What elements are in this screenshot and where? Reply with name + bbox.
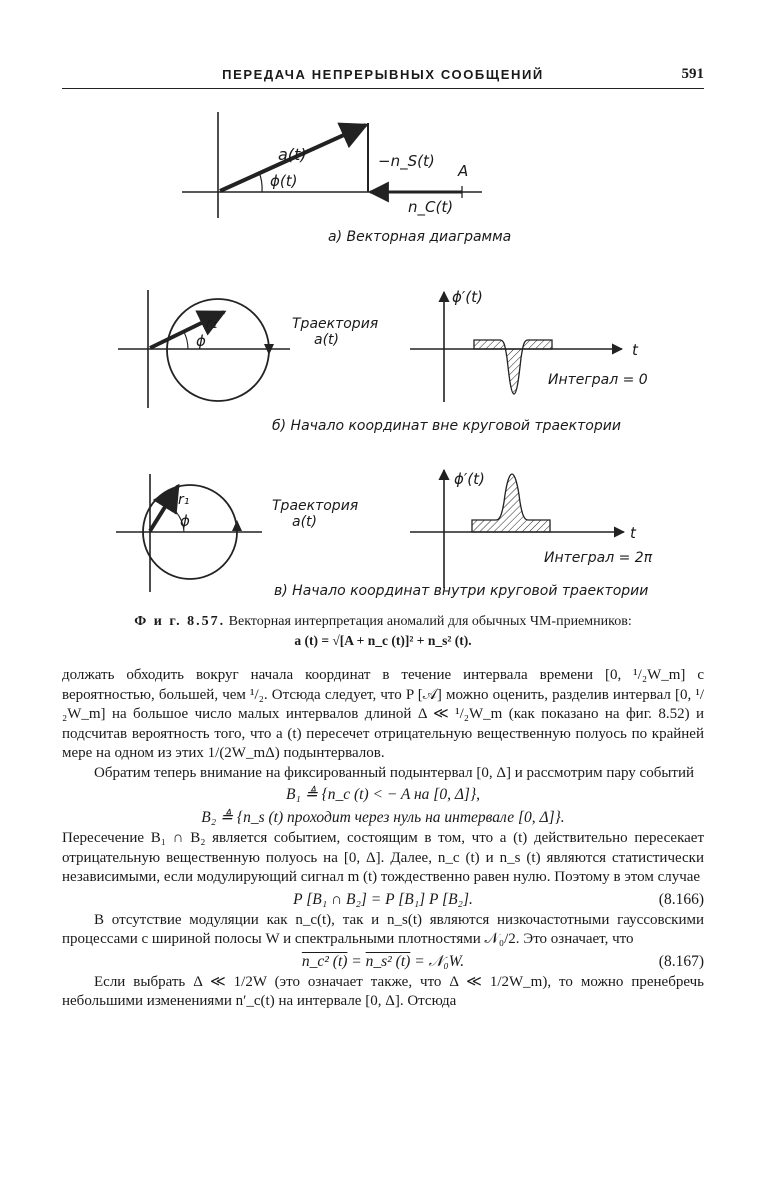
panel-b-trajectory-a: a(t) bbox=[314, 332, 339, 348]
panel-a-caption: а) Векторная диаграмма bbox=[328, 229, 512, 245]
panel-b-caption: б) Начало координат вне круговой траектории bbox=[272, 418, 621, 434]
running-title: ПЕРЕДАЧА НЕПРЕРЫВНЫХ СООБЩЕНИЙ bbox=[222, 67, 544, 82]
panel-a-angle-arc bbox=[259, 172, 262, 192]
panel-c-caption: в) Начало координат внутри круговой траектории bbox=[274, 583, 649, 599]
panel-c-trajectory-label: Траектория bbox=[272, 498, 359, 514]
panel-b-angle-arc bbox=[184, 332, 188, 349]
paragraph-4: В отсутствие модуляции как n_c(t), так и n_s(t) являются низкочастотными гауссовскими процессами с шириной полосы W и спектральными плотностями 𝒩₀/2. Это означает, что bbox=[62, 911, 704, 947]
panel-c-axis-x-label: t bbox=[630, 524, 636, 542]
panel-c-direction-arrow bbox=[232, 520, 242, 531]
panel-b-axis-x-label: t bbox=[632, 341, 638, 359]
paragraph-2: Обратим теперь внимание на фиксированный подынтервал [0, Δ] и рассмотрим пару событий bbox=[94, 764, 695, 781]
panel-b-dip-curve bbox=[474, 340, 552, 394]
figure-caption bbox=[62, 612, 704, 650]
figure-caption-label: Ф и г. 8.57. bbox=[134, 614, 226, 629]
paragraph-5: Если выбрать Δ ≪ 1/2W (это означает также, что Δ ≪ 1/2W_m), то можно пренебречь небольшими изменениями n′_c(t) на интервале [0, Δ]. Отсюда bbox=[62, 973, 704, 1009]
panel-b-phasor bbox=[118, 290, 378, 408]
equation-b1: B₁ ≜ {n_c (t) < − A на [0, Δ]}, bbox=[285, 786, 481, 803]
equation-8-166-number: (8.166) bbox=[658, 890, 704, 908]
panel-c-label-r: r₁ bbox=[178, 492, 190, 508]
equation-8-167-rhs: = 𝒩₀W. bbox=[414, 952, 465, 970]
page-number: 591 bbox=[681, 66, 704, 82]
figure-caption-text: Векторная интерпретация аномалий для обычных ЧМ-приемников: bbox=[228, 614, 632, 629]
paragraph-3: Пересечение B₁ ∩ B₂ является событием, состоящим в том, что a (t) действительно пересекает отрицательную вещественную полуось на [0, Δ]. Далее, n_c (t) и n_s (t) являются статистически независимыми, если модулирующий сигнал m (t) тождественно равен нулю. Поэтому в этом случае bbox=[62, 830, 704, 885]
panel-a-label-a: a(t) bbox=[278, 145, 307, 164]
panel-c-trajectory-a: a(t) bbox=[292, 514, 317, 530]
equation-8-167: n_c² (t) = n_s² (t) = 𝒩₀W. (8.167) bbox=[62, 950, 704, 973]
panel-a-vector-diagram bbox=[182, 112, 482, 218]
equation-8-167-nc: n_c² (t) bbox=[301, 952, 348, 970]
panel-a-label-A: A bbox=[458, 162, 469, 180]
panel-c-derivative-plot bbox=[410, 470, 653, 588]
panel-c-axis-y-label: ϕ′(t) bbox=[454, 470, 485, 488]
panel-a-label-ns: −n_S(t) bbox=[378, 152, 435, 170]
panel-b-label-phi: ϕ bbox=[196, 332, 206, 350]
equation-b2: B₂ ≜ {n_s (t) проходит через нуль на интервале [0, Δ]}. bbox=[201, 809, 565, 826]
panel-b-axis-y-label: ϕ′(t) bbox=[452, 288, 483, 306]
equation-8-166-body: P [B₁ ∩ B₂] = P [B₁] P [B₂]. bbox=[293, 890, 473, 908]
equation-8-167-number: (8.167) bbox=[658, 952, 704, 970]
equation-8-166 bbox=[62, 888, 704, 911]
panel-b-label-r: r₁ bbox=[206, 316, 218, 332]
panel-c-integral-label: Интеграл = 2π bbox=[544, 550, 653, 566]
body-text bbox=[62, 666, 704, 1012]
figure-caption-formula: a (t) = √[A + n_c (t)]² + n_s² (t). bbox=[294, 633, 472, 648]
panel-c-phasor bbox=[116, 474, 358, 592]
paragraph-1: должать обходить вокруг начала координат в течение интервала времени [0, ¹/₂W_m] с вероятностью, большей, чем ¹/₂. Отсюда следует, что P [𝒜] можно оценить, разделив интервал [0, ¹/₂W_m] на большое число малых интервалов длиной Δ ≪ ¹/₂W_m (как показано на фиг. 8.52) и подсчитав вероятность того, что a (t) пересечет отрицательную вещественную полуось по крайней мере на одном из этих 1/(2W_mΔ) подынтервалов. bbox=[62, 667, 704, 761]
panel-c-label-phi: ϕ bbox=[180, 512, 190, 530]
panel-a-label-nc: n_C(t) bbox=[408, 198, 454, 216]
panel-b-trajectory-label: Траектория bbox=[292, 316, 379, 332]
panel-b-integral-label: Интеграл = 0 bbox=[548, 372, 648, 388]
equation-8-167-ns: n_s² (t) bbox=[365, 952, 411, 970]
panel-a-label-phi: ϕ(t) bbox=[270, 172, 298, 190]
panel-b-derivative-plot bbox=[410, 288, 648, 402]
